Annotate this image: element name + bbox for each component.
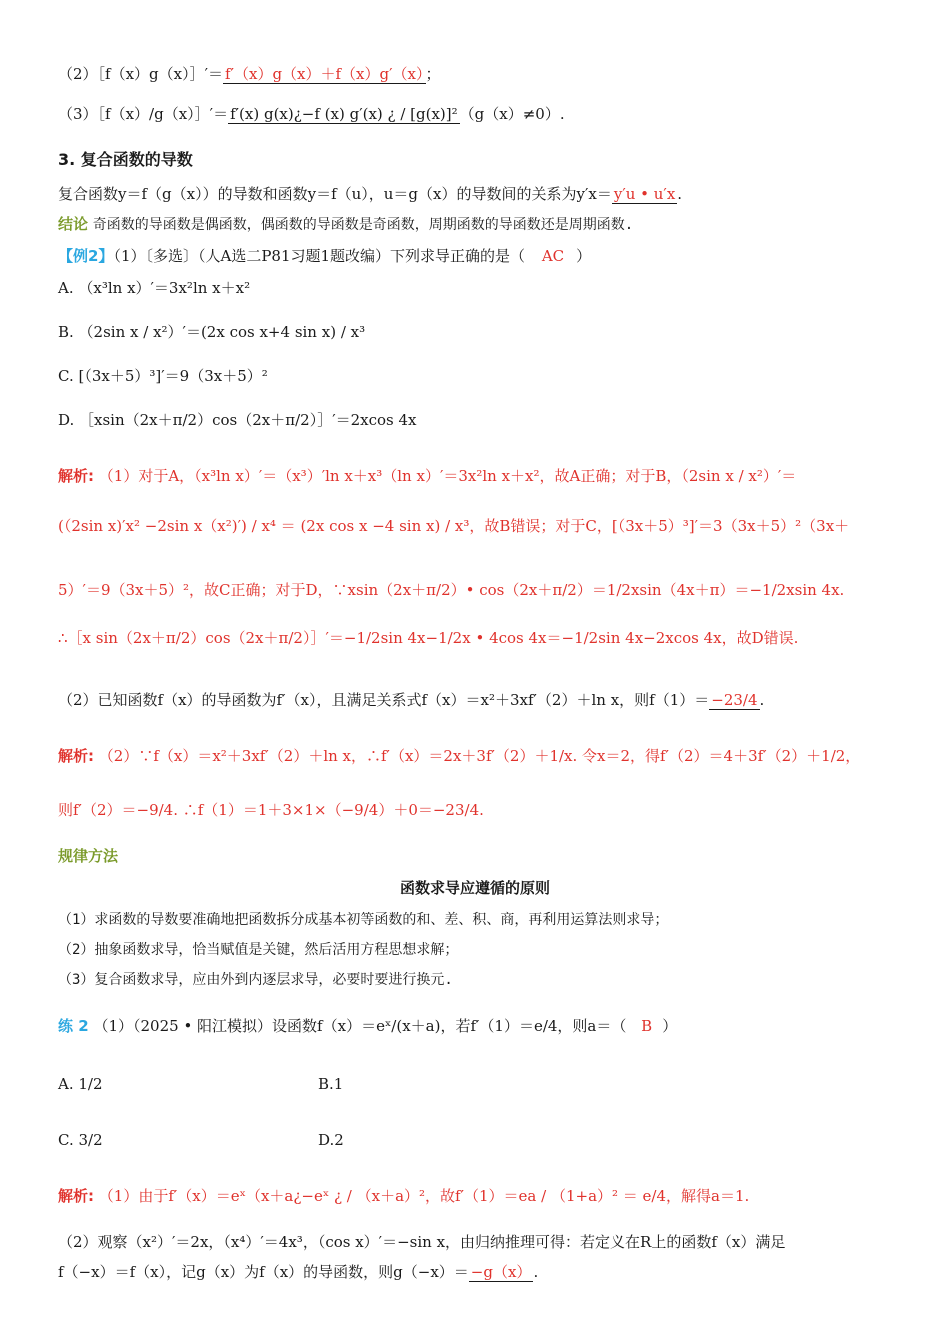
conclusion-text: 奇函数的导函数是偶函数，偶函数的导函数是奇函数，周期函数的导函数还是周期函数. xyxy=(92,217,634,233)
conclusion-label: 结论 xyxy=(58,215,89,233)
option-b: B. （2sin x / x²）′＝(2x cos x+4 sin x) / x³ xyxy=(58,323,366,341)
analysis1-line3: 5）′＝9（3x＋5）²，故C正确；对于D，∵xsin（2x＋π/2）• cos（2x＋π/2）＝1/2xsin（4x＋π）＝−1/2xsin 4x. xyxy=(58,581,845,599)
product-rule-suffix: ； xyxy=(425,65,441,83)
example2-q1 xyxy=(58,246,591,266)
section-title: 3. 复合函数的导数 xyxy=(58,150,193,169)
quotient-rule-prefix: （3）［f（x）/g（x）］′＝ xyxy=(58,105,229,123)
practice2-analysis-text: （1）由于f′（x）＝eˣ（x＋a¿−eˣ ¿ / （x＋a）²，故f′（1）＝ea / （1+a）² ＝ e/4，解得a＝1. xyxy=(98,1187,750,1205)
practice2-q2-line2 xyxy=(58,1262,538,1282)
practice2-q1-answer: B xyxy=(641,1017,653,1035)
option-d: D. ［xsin（2x＋π/2）cos（2x＋π/2）］′＝2xcos 4x xyxy=(58,411,417,429)
product-rule-line xyxy=(58,64,441,84)
example-label: 【例2】 xyxy=(58,247,114,265)
example2-q1-end: ） xyxy=(576,247,592,265)
analysis2-line1 xyxy=(58,746,860,766)
practice2-q2-line1: （2）观察（x²）′＝2x，（x⁴）′＝4x³，（cos x）′＝−sin x，由归纳推理可得：若定义在R上的函数f（x）满足 xyxy=(58,1233,786,1251)
composite-relation-answer: y′u • u′x xyxy=(613,185,676,203)
option-c: C. [（3x＋5）³]′＝9（3x＋5）² xyxy=(58,367,268,385)
practice2-q1-end: ） xyxy=(662,1017,678,1035)
practice2-q2-end: . xyxy=(533,1263,539,1281)
analysis1-line4: ∴［x sin（2x＋π/2）cos（2x＋π/2）］′＝−1/2sin 4x−1/2x • 4cos 4x＝−1/2sin 4x−2xcos 4x，故D错误. xyxy=(58,629,799,647)
practice2-q1-text: （1）（2025 • 阳江模拟）设函数f（x）＝eˣ/(x＋a)，若f′（1）＝e/4，则a＝（ xyxy=(93,1017,627,1035)
analysis-label: 解析: xyxy=(58,467,94,485)
example2-q2-answer: −23/4 xyxy=(711,691,758,709)
analysis-label: 解析: xyxy=(58,747,94,765)
example2-q2-text: （2）已知函数f（x）的导函数为f′（x），且满足关系式f（x）＝x²＋3xf′（2）＋ln x，则f（1）＝ xyxy=(58,691,710,709)
quotient-rule-line xyxy=(58,104,565,124)
conclusion-line xyxy=(58,214,633,235)
practice2-analysis xyxy=(58,1186,749,1206)
composite-relation-end: . xyxy=(677,185,683,203)
analysis2-line2: 则f′（2）＝−9/4. ∴f（1）＝1＋3×1×（−9/4）＋0＝−23/4. xyxy=(58,801,484,819)
practice-option-b: B.1 xyxy=(318,1075,344,1093)
product-rule-prefix: （2）［f（x）g（x）］′＝ xyxy=(58,65,224,83)
practice2-q2-text: f（−x）＝f（x），记g（x）为f（x）的导函数，则g（−x）＝ xyxy=(58,1263,469,1281)
method-label: 规律方法 xyxy=(58,847,119,865)
method-item-1: （1）求函数的导数要准确地把函数拆分成基本初等函数的和、差、积、商，再利用运算法则求导； xyxy=(58,912,669,928)
composite-relation-text: 复合函数y＝f（g（x））的导数和函数y＝f（u），u＝g（x）的导数间的关系为y′x＝ xyxy=(58,185,612,203)
analysis-label: 解析: xyxy=(58,1187,94,1205)
option-a: A. （x³ln x）′＝3x²ln x＋x² xyxy=(58,279,251,297)
practice-label: 练 2 xyxy=(58,1017,89,1035)
analysis2-text-1: （2）∵f（x）＝x²＋3xf′（2）＋ln x，∴f′（x）＝2x＋3f′（2）＋1/x. 令x＝2，得f′（2）＝4＋3f′（2）＋1/2， xyxy=(98,747,861,765)
analysis1-text-1: （1）对于A，（x³ln x）′＝（x³）′ln x＋x³（ln x）′＝3x²ln x＋x²，故A正确；对于B，（2sin x / x²）′＝ xyxy=(98,467,797,485)
practice-option-c: C. 3/2 xyxy=(58,1131,103,1149)
product-rule-answer: f′（x）g（x）＋f（x）g′（x） xyxy=(225,65,424,83)
practice2-q1 xyxy=(58,1016,677,1036)
practice-option-a: A. 1/2 xyxy=(58,1075,103,1093)
quotient-rule-suffix: （g（x）≠0）. xyxy=(459,105,565,123)
example2-q2-end: . xyxy=(759,691,765,709)
method-item-2: （2）抽象函数求导，恰当赋值是关键，然后活用方程思想求解； xyxy=(58,942,459,958)
example2-q2 xyxy=(58,690,764,710)
quotient-rule-answer: f′(x) g(x)¿−f (x) g′(x) ¿ / [g(x)]² xyxy=(230,105,458,123)
analysis1-line2: (（2sin x)′x² −2sin x（x²)′) / x⁴ ＝ (2x cos x −4 sin x) / x³，故B错误；对于C，[（3x＋5）³]′＝3（3x＋5）²（3x＋ xyxy=(58,517,850,535)
method-item-3: （3）复合函数求导，应由外到内逐层求导，必要时要进行换元. xyxy=(58,972,453,988)
example2-q1-answer: AC xyxy=(541,247,565,265)
practice2-q2-answer: −g（x） xyxy=(470,1263,532,1281)
analysis1-line1 xyxy=(58,466,796,486)
example2-q1-text: （1）〔多选〕（人A选二P81习题1题改编）下列求导正确的是（ xyxy=(113,247,526,265)
composite-relation-line xyxy=(58,184,682,204)
method-title: 函数求导应遵循的原则 xyxy=(399,879,550,897)
practice-option-d: D.2 xyxy=(318,1131,344,1149)
